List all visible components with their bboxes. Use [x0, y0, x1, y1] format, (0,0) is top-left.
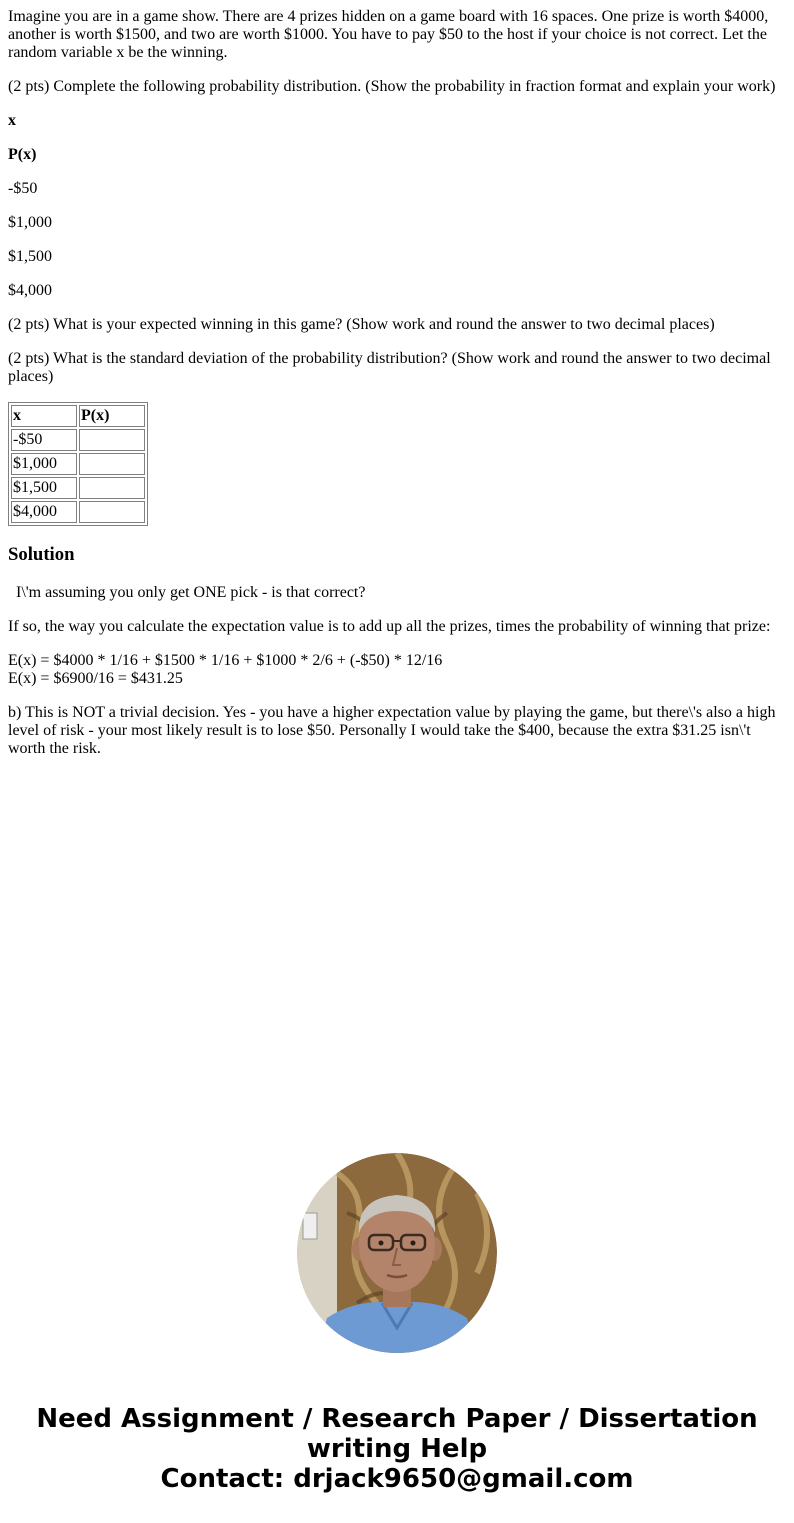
table-row [11, 501, 145, 523]
table-cell-x: $1,000 [11, 453, 77, 475]
question-part1: (2 pts) Complete the following probability distribution. (Show the probability in fraction format and explain your work) [8, 78, 776, 95]
author-portrait-image [297, 1153, 497, 1353]
value-label: $4,000 [8, 282, 52, 299]
table-row [11, 477, 145, 499]
question-part2: (2 pts) What is your expected winning in this game? (Show work and round the answer to two decimal places) [8, 316, 715, 333]
table-header-x: x [11, 405, 77, 427]
equation-2: E(x) = $6900/16 = $431.25 [8, 670, 183, 687]
document-content [8, 8, 786, 774]
table-header-row [11, 405, 145, 427]
value-label: $1,500 [8, 248, 52, 265]
solution-heading: Solution [8, 544, 75, 565]
question-intro: Imagine you are in a game show. There are 4 prizes hidden on a game board with 16 spaces. One prize is worth $4000, another is worth $1500, and two are worth $1000. You have to pay $50 to the host if your choice is not correct. Let the random variable x be the winning. [8, 8, 769, 61]
table-cell-x: $4,000 [11, 501, 77, 523]
table-cell-x: -$50 [11, 429, 77, 451]
value-label: -$50 [8, 180, 38, 197]
column-label-px: P(x) [8, 146, 37, 163]
table-row [11, 453, 145, 475]
table-header-px: P(x) [79, 405, 145, 427]
probability-table [8, 402, 148, 526]
solution-line2: If so, the way you calculate the expectation value is to add up all the prizes, times the probability of winning that prize: [8, 618, 771, 635]
table-cell-px [79, 477, 145, 499]
footer-line-2: writing Help [306, 1434, 488, 1464]
column-label-x: x [8, 112, 16, 129]
solution-equations [8, 652, 786, 688]
value-label: $1,000 [8, 214, 52, 231]
table-cell-px [79, 429, 145, 451]
footer-line-1: Need Assignment / Research Paper / Dissertation [36, 1404, 758, 1434]
table-cell-x: $1,500 [11, 477, 77, 499]
solution-part-b: b) This is NOT a trivial decision. Yes - you have a higher expectation value by playing the game, but there\'s also a high level of risk - your most likely result is to lose $50. Personally I would take the $400, because the extra $31.25 isn\'t worth the risk. [8, 704, 776, 757]
table-cell-px [79, 453, 145, 475]
footer-contact: Contact: drjack9650@gmail.com [160, 1464, 634, 1494]
solution-line1: I\'m assuming you only get ONE pick - is that correct? [16, 584, 366, 601]
table-cell-px [79, 501, 145, 523]
question-part3: (2 pts) What is the standard deviation of the probability distribution? (Show work and round the answer to two decimal places) [8, 350, 771, 385]
equation-1: E(x) = $4000 * 1/16 + $1500 * 1/16 + $1000 * 2/6 + (-$50) * 12/16 [8, 652, 443, 669]
promo-footer [0, 1404, 794, 1494]
author-avatar [297, 1153, 497, 1353]
table-row [11, 429, 145, 451]
